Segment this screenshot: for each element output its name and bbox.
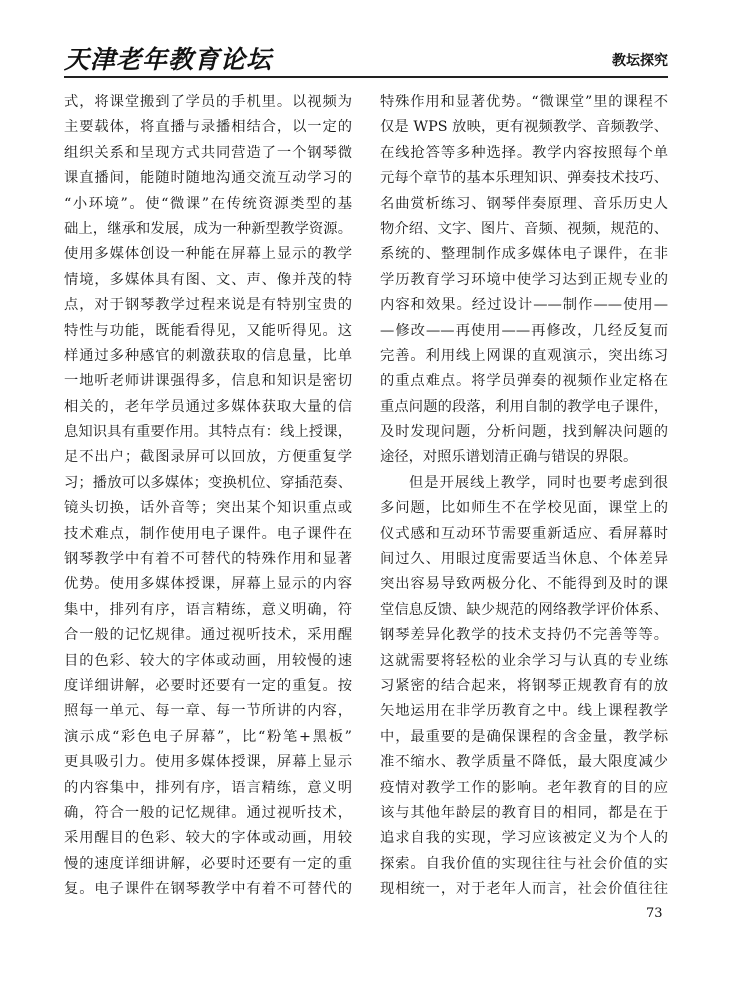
text-line: 复。电子课件在钢琴教学中有着不可替代的 bbox=[64, 881, 352, 898]
text-line: 矢地运用在非学历教育之中。线上课程教学 bbox=[380, 703, 668, 720]
text-line: 这就需要将轻松的业余学习与认真的专业练 bbox=[380, 652, 668, 669]
text-line: 集中，排列有序，语言精练，意义明确，符 bbox=[64, 601, 352, 618]
text-line: 慢的速度详细讲解，必要时还要有一定的重 bbox=[64, 855, 352, 872]
text-line: —修改——再使用——再修改，几经反复而 bbox=[380, 322, 668, 339]
text-line: 式，将课堂搬到了学员的手机里。以视频为 bbox=[64, 94, 352, 110]
text-line: 系统的、整理制作成多媒体电子课件，在非 bbox=[380, 246, 668, 263]
text-line: 课直播间，能随时随地沟通交流互动学习的 bbox=[64, 170, 352, 187]
text-line: 相关的，老年学员通过多媒体获取大量的信 bbox=[64, 398, 352, 415]
text-line: 主要载体，将直播与录播相结合，以一定的 bbox=[64, 119, 352, 136]
text-line: 元每个章节的基本乐理知识、弹奏技术技巧、 bbox=[380, 170, 668, 187]
text-line: 演示成“彩色电子屏幕”，比“粉笔+黑板” bbox=[64, 728, 352, 745]
text-line: 优势。使用多媒体授课，屏幕上显示的内容 bbox=[64, 576, 352, 593]
text-line: 钢琴教学中有着不可替代的特殊作用和显著 bbox=[64, 551, 352, 568]
text-line: 准不缩水、教学质量不降低，最大限度减少 bbox=[380, 754, 668, 771]
page-header bbox=[64, 40, 668, 74]
text-line: 突出容易导致两极分化、不能得到及时的课 bbox=[380, 576, 668, 593]
text-line: “小环境”。使“微课”在传统资源类型的基 bbox=[64, 195, 352, 212]
text-line: 一地听老师讲课强得多，信息和知识是密切 bbox=[64, 373, 352, 390]
text-line: 确，符合一般的记忆规律。通过视听技术， bbox=[64, 804, 352, 821]
text-line: 点，对于钢琴教学过程来说是有特别宝贵的 bbox=[64, 297, 352, 314]
text-line: 中，最重要的是确保课程的含金量，教学标 bbox=[380, 728, 668, 745]
text-line: 仪式感和互动环节需要重新适应、看屏幕时 bbox=[380, 525, 668, 542]
page-number: 73 bbox=[646, 906, 663, 921]
text-line: 堂信息反馈、缺少规范的网络教学评价体系、 bbox=[380, 601, 668, 618]
text-line: 足不出户；截图录屏可以回放，方便重复学 bbox=[64, 449, 352, 466]
text-line: 采用醒目的色彩、较大的字体或动画，用较 bbox=[64, 830, 352, 847]
text-line: 特性与功能，既能看得见，又能听得见。这 bbox=[64, 322, 352, 339]
text-line: 情境，多媒体具有图、文、声、像并茂的特 bbox=[64, 271, 352, 288]
text-line: 使用多媒体创设一种能在屏幕上显示的教学 bbox=[64, 246, 352, 263]
text-line: 该与其他年龄层的教育目的相同，都是在于 bbox=[380, 804, 668, 821]
text-line: 技术难点，制作使用电子课件。电子课件在 bbox=[64, 525, 352, 542]
text-line: 在线抢答等多种选择。教学内容按照每个单 bbox=[380, 144, 668, 161]
text-line: 照每一单元、每一章、每一节所讲的内容， bbox=[64, 703, 352, 720]
text-line: 探索。自我价值的实现往往与社会价值的实 bbox=[380, 855, 668, 872]
text-line: 间过久、用眼过度需要适当休息、个体差异 bbox=[380, 551, 668, 568]
text-line: 完善。利用线上网课的直观演示，突出练习 bbox=[380, 347, 668, 364]
text-line: 多问题，比如师生不在学校见面，课堂上的 bbox=[380, 500, 668, 517]
left-column bbox=[64, 90, 352, 903]
section-tag: 教坛探究 bbox=[612, 53, 668, 69]
text-line: 钢琴差异化教学的技术支持仍不完善等等。 bbox=[380, 627, 668, 644]
paragraph-start-line: 但是开展线上教学，同时也要考虑到很 bbox=[409, 474, 668, 491]
header-rule bbox=[64, 76, 668, 78]
text-line: 合一般的记忆规律。通过视听技术，采用醒 bbox=[64, 627, 352, 644]
text-line: 疫情对教学工作的影响。老年教育的目的应 bbox=[380, 779, 668, 796]
text-line: 及时发现问题，分析问题，找到解决问题的 bbox=[380, 424, 668, 441]
text-line: 现相统一，对于老年人而言，社会价值往往 bbox=[380, 881, 668, 898]
text-line: 础上，继承和发展，成为一种新型教学资源。 bbox=[64, 220, 352, 237]
paragraph-end-line: 途径，对照乐谱划清正确与错误的界限。 bbox=[380, 449, 638, 466]
journal-logo: 天津老年教育论坛 bbox=[64, 45, 273, 74]
text-line: 重点问题的段落，利用自制的教学电子课件， bbox=[380, 398, 668, 415]
text-line: 组织关系和呈现方式共同营造了一个钢琴微 bbox=[64, 144, 352, 161]
text-line: 的内容集中，排列有序，语言精练，意义明 bbox=[64, 779, 352, 796]
text-line: 名曲赏析练习、钢琴伴奏原理、音乐历史人 bbox=[380, 195, 668, 212]
text-line: 的重点难点。将学员弹奏的视频作业定格在 bbox=[380, 373, 668, 390]
text-line: 物介绍、文字、图片、音频、视频，规范的、 bbox=[380, 220, 668, 237]
text-line: 内容和效果。经过设计——制作——使用— bbox=[380, 297, 668, 314]
right-column bbox=[380, 90, 668, 903]
text-line: 追求自我的实现，学习应该被定义为个人的 bbox=[380, 830, 668, 847]
text-line: 样通过多种感官的刺激获取的信息量，比单 bbox=[64, 347, 352, 364]
text-line: 学历教育学习环境中使学习达到正规专业的 bbox=[380, 271, 668, 288]
text-line: 息知识具有重要作用。其特点有：线上授课， bbox=[64, 424, 352, 441]
text-line: 习；播放可以多媒体；变换机位、穿插范奏、 bbox=[64, 474, 352, 491]
text-line: 习紧密的结合起来，将钢琴正规教育有的放 bbox=[380, 677, 668, 694]
text-line: 镜头切换，话外音等；突出某个知识重点或 bbox=[64, 500, 352, 517]
text-line: 更具吸引力。使用多媒体授课，屏幕上显示 bbox=[64, 754, 352, 771]
text-line: 特殊作用和显著优势。“微课堂”里的课程不 bbox=[380, 94, 668, 110]
text-line: 目的色彩、较大的字体或动画，用较慢的速 bbox=[64, 652, 352, 669]
text-line: 仅是 WPS 放映，更有视频教学、音频教学、 bbox=[380, 119, 668, 136]
text-line: 度详细讲解，必要时还要有一定的重复。按 bbox=[64, 677, 352, 694]
